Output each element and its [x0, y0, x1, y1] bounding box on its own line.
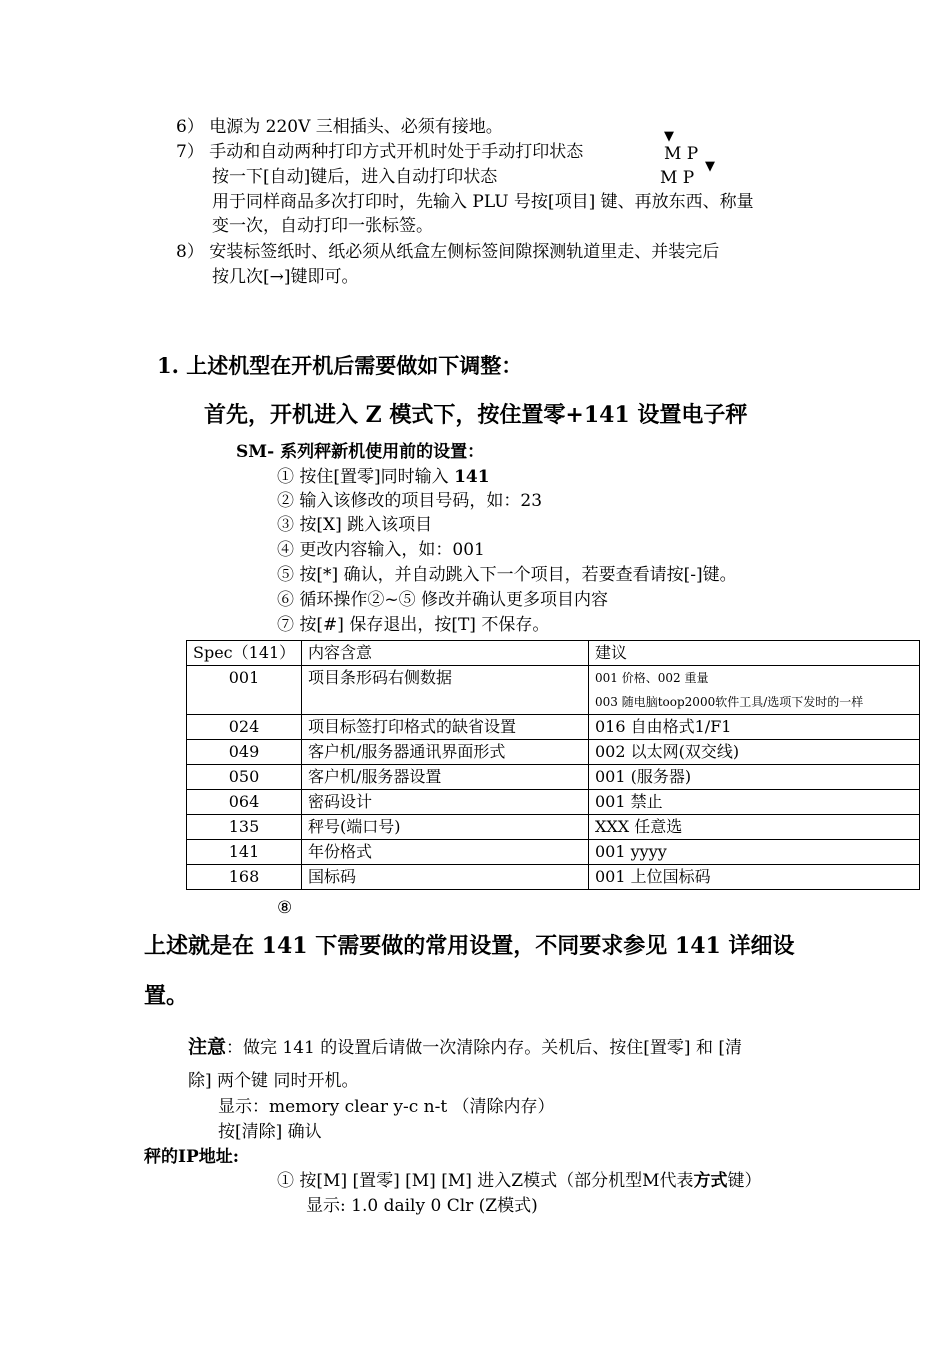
step-5: ⑤ 按[*] 确认，并自动跳入下一个项目，若要查看请按[-]键。 — [277, 565, 737, 585]
spec-cell: 050 — [187, 765, 302, 790]
spec-cell: 141 — [187, 840, 302, 865]
content-cell: 年份格式 — [302, 840, 589, 865]
list-item-8-line2: 按几次[→]键即可。 — [212, 267, 359, 287]
step-1-text: ① 按住[置零]同时输入 — [277, 467, 455, 487]
table-header-row — [187, 641, 920, 666]
down-arrow-icon: ▼ — [664, 129, 674, 144]
note-label: 注意 — [188, 1036, 227, 1058]
table-row — [187, 790, 920, 815]
step-4: ④ 更改内容输入，如：001 — [277, 540, 485, 560]
advice-cell: 001 (服务器) — [589, 765, 920, 790]
list-item-8: 8） 安装标签纸时、纸必须从纸盒左侧标签间隙探测轨道里走、并装完后 — [176, 242, 720, 262]
ip-display: 显示: 1.0 daily 0 Clr (Z模式) — [306, 1196, 538, 1216]
section-heading: 1. 上述机型在开机后需要做如下调整： — [157, 353, 523, 378]
spec-cell: 001 — [187, 666, 302, 715]
spec-cell: 049 — [187, 740, 302, 765]
content-cell: 项目条形码右侧数据 — [302, 666, 589, 715]
content-cell: 秤号(端口号) — [302, 815, 589, 840]
list-item-7-line3: 用于同样商品多次打印时，先输入 PLU 号按[项目] 键、再放东西、称量 — [212, 192, 754, 212]
mode-indicator-manual: M P — [664, 144, 699, 164]
step-8: ⑧ — [277, 898, 293, 918]
header-content: 内容含意 — [302, 641, 589, 666]
ip-step-1-text: ① 按[M] [置零] [M] [M] 进入Z模式（部分机型M代表 — [277, 1171, 694, 1191]
table-row — [187, 865, 920, 890]
list-item-7-line4: 变一次，自动打印一张标签。 — [212, 216, 433, 236]
advice-line: 001 价格、002 重量 — [595, 671, 709, 685]
step-1-code: 141 — [454, 467, 490, 487]
ip-step-1 — [277, 1170, 762, 1192]
table-row — [187, 666, 920, 715]
advice-cell: 001 禁止 — [589, 790, 920, 815]
header-advice: 建议 — [589, 641, 920, 666]
advice-cell: 001 yyyy — [589, 840, 920, 865]
step-2: ② 输入该修改的项目号码，如：23 — [277, 491, 543, 511]
advice-line: 003 随电脑toop2000软件工具/选项下发时的一样 — [595, 695, 864, 709]
spec-141-table — [186, 640, 920, 890]
ip-step-1-key: 方式 — [693, 1171, 728, 1191]
step-3: ③ 按[X] 跳入该项目 — [277, 515, 433, 535]
down-arrow-icon: ▼ — [705, 159, 715, 174]
step-1 — [277, 466, 490, 488]
mode-indicator-auto: M P — [660, 168, 695, 188]
advice-cell — [589, 666, 920, 715]
table-row — [187, 765, 920, 790]
content-cell: 客户机/服务器设置 — [302, 765, 589, 790]
list-item-6: 6） 电源为 220V 三相插头、必须有接地。 — [176, 117, 503, 137]
spec-cell: 064 — [187, 790, 302, 815]
step-7: ⑦ 按[#] 保存退出，按[T] 不保存。 — [277, 615, 550, 635]
step-6: ⑥ 循环操作②~⑤ 修改并确认更多项目内容 — [277, 590, 609, 610]
note-display: 显示：memory clear y-c n-t （清除内存） — [218, 1097, 555, 1117]
section-subheading: 首先，开机进入 Z 模式下，按住置零+141 设置电子秤 — [204, 402, 748, 428]
setup-title: SM- 系列秤新机使用前的设置： — [236, 442, 485, 462]
advice-cell: XXX 任意选 — [589, 815, 920, 840]
note-paragraph — [188, 1034, 742, 1061]
advice-cell: 002 以太网(双交线) — [589, 740, 920, 765]
table-row — [187, 740, 920, 765]
advice-cell: 001 上位国标码 — [589, 865, 920, 890]
content-cell: 密码设计 — [302, 790, 589, 815]
table-row — [187, 715, 920, 740]
summary-line-1: 上述就是在 141 下需要做的常用设置，不同要求参见 141 详细设 — [144, 933, 795, 959]
spec-cell: 168 — [187, 865, 302, 890]
content-cell: 项目标签打印格式的缺省设置 — [302, 715, 589, 740]
header-spec: Spec（141） — [187, 641, 302, 666]
table-row — [187, 815, 920, 840]
note-text-line2: 除] 两个键 同时开机。 — [188, 1071, 359, 1091]
content-cell: 国标码 — [302, 865, 589, 890]
note-text: ：做完 141 的设置后请做一次清除内存。关机后、按住[置零] 和 [清 — [226, 1038, 742, 1058]
summary-line-2: 置。 — [144, 983, 189, 1009]
ip-step-1-tail: 键） — [727, 1171, 762, 1191]
spec-cell: 024 — [187, 715, 302, 740]
list-item-7-line2: 按一下[自动]键后，进入自动打印状态 — [212, 167, 498, 187]
note-confirm: 按[清除] 确认 — [218, 1122, 322, 1142]
ip-heading: 秤的IP地址: — [144, 1147, 240, 1167]
spec-cell: 135 — [187, 815, 302, 840]
content-cell: 客户机/服务器通讯界面形式 — [302, 740, 589, 765]
table-row — [187, 840, 920, 865]
list-item-7: 7） 手动和自动两种打印方式开机时处于手动打印状态 — [176, 142, 584, 162]
advice-cell: 016 自由格式1/F1 — [589, 715, 920, 740]
